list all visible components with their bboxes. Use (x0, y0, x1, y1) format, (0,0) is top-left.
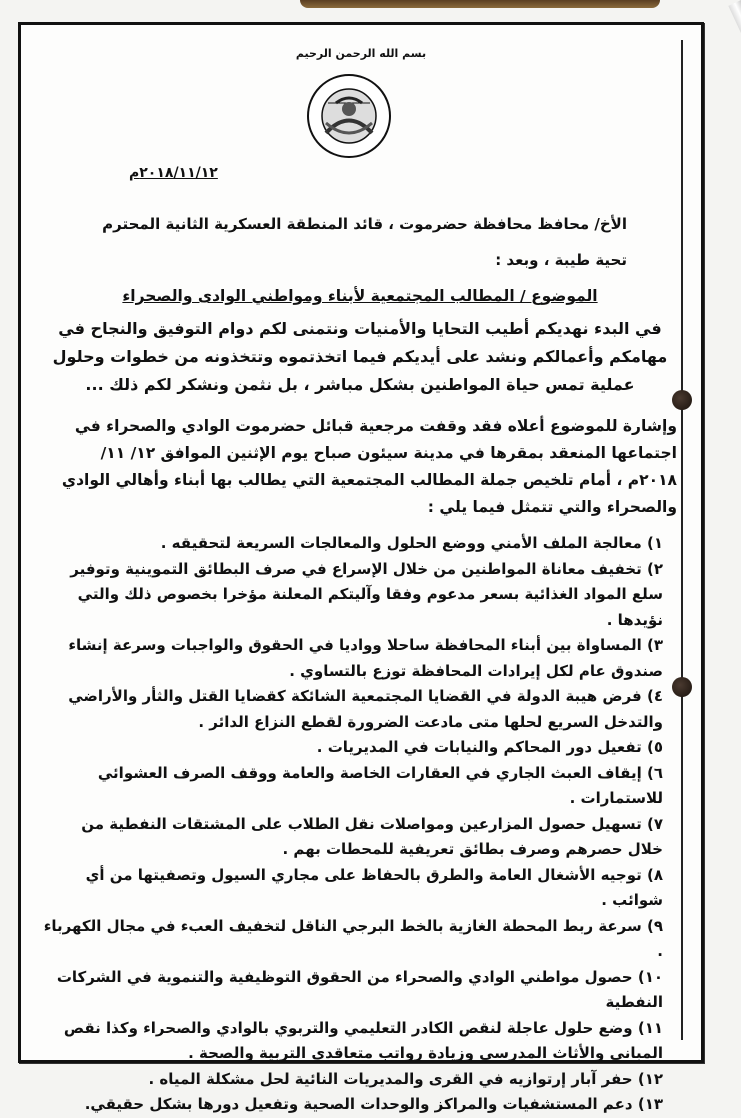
binder-margin-line (681, 40, 683, 1040)
demand-item (43, 863, 663, 914)
demand-text: تخفيف معاناة المواطنين من خلال الإسراع في صرف البطائق التموينية وتوفير سلع المواد الغذائية بسعر مدعوم وفقا وآليتكم المعلنة مؤخرا بخصوص ذلك والتي نؤيدها . (70, 559, 663, 629)
demand-number: ٥) (646, 738, 663, 756)
letter-page (18, 22, 704, 1113)
demand-number: ٧) (646, 814, 663, 833)
demand-number: ٣) (646, 636, 663, 654)
demands-list (43, 531, 677, 1118)
demand-number: ٩) (646, 916, 663, 935)
demand-item (43, 1067, 663, 1093)
demand-text: دعم المستشفيات والمراكز والوحدات الصحية وتفعيل دورها بشكل حقيقي. (84, 1095, 633, 1113)
demand-number: ١٠) (637, 967, 663, 986)
demand-item (43, 557, 663, 634)
demand-number: ٢) (646, 559, 663, 578)
demand-text: معالجة الملف الأمني ووضع الحلول والمعالجات السريعة لتحقيقه . (160, 534, 642, 552)
letter-body (43, 211, 677, 1118)
basmala: بسم الله الرحمن الرحيم (295, 47, 427, 60)
demand-item (43, 633, 663, 684)
demand-text: حصول مواطني الوادي والصحراء من الحقوق التوظيفية والتنموية في الشركات النفطية (56, 967, 663, 1011)
demand-item (43, 761, 663, 812)
demand-text: إيقاف العبث الجاري في العقارات الخاصة والعامة ووقف الصرف العشوائي للاستمارات . (97, 763, 663, 807)
demand-number: ٦) (646, 763, 663, 782)
demand-number: ٤) (646, 687, 663, 705)
punch-hole (672, 390, 692, 410)
demand-text: وضع حلول عاجلة لنقص الكادر التعليمي والتربوي بالوادي والصحراء وكذا نقص المباني والأثاث المدرسي وزيادة رواتب متعاقدي التربية والصحة . (63, 1018, 663, 1062)
demand-item (43, 735, 663, 761)
demand-text: حفر آبار إرتوازيه في القرى والمديريات النائية لحل مشكلة المياه . (148, 1069, 633, 1088)
letter-date: ٢٠١٨/١١/١٢م (129, 165, 218, 181)
demand-number: ١٢) (637, 1069, 663, 1088)
punch-hole (672, 677, 692, 697)
demand-number: ١) (646, 534, 663, 552)
demand-item (43, 684, 663, 735)
demand-item (43, 812, 663, 863)
demand-item (43, 965, 663, 1016)
demand-number: ١٣) (637, 1095, 663, 1113)
demand-item (43, 1016, 663, 1067)
subject-line: الموضوع / المطالب المجتمعية لأبناء ومواطني الوادى والصحراء (122, 287, 598, 305)
intro-paragraph: في البدء نهديكم أطيب التحايا والأمنيات ونتمنى لكم دوام التوفيق والنجاح في مهامكم وأعمالكم ونشد على أيديكم فيما اتخذتموه وتتخذونه من خطوات وحلول عملية تمس حياة المواطنين بشكل مباشر ، بل نثمن ونشكر لكم ذلك ... (52, 319, 668, 394)
demand-number: ٨) (646, 865, 663, 884)
demand-text: فرض هيبة الدولة في القضايا المجتمعية الشائكة كقضايا القتل والثأر والأراضي والتدخل السريع لحلها متى مادعت الضرورة لقطع النزاع الدائر . (68, 687, 663, 731)
addressee-line: الأخ/ محافظ محافظة حضرموت ، قائد المنطقة العسكرية الثانية المحترم (102, 215, 627, 233)
demand-text: تفعيل دور المحاكم والنيابات في المديريات . (316, 738, 642, 756)
demand-text: المساواة بين أبناء المحافظة ساحلا وواديا في الحقوق والواجبات وسرعة إنشاء صندوق عام لكل إيرادات المحافظة توزع بالتساوي . (68, 636, 663, 680)
demand-text: سرعة ربط المحطة الغازية بالخط البرجي الناقل لتخفيف العبء في مجال الكهرباء . (43, 916, 663, 960)
demand-item (43, 531, 663, 557)
demand-text: تسهيل حصول المزارعين ومواصلات نقل الطلاب على المشتقات النفطية من خلال حصرهم وصرف بطائق تعريفية للمحطات بهم . (81, 814, 663, 858)
demand-number: ١١) (637, 1018, 663, 1037)
demand-item (43, 914, 663, 965)
greeting-line: تحية طيبة ، وبعد : (495, 251, 627, 269)
tribal-alliance-seal-logo (306, 73, 392, 159)
pen (728, 0, 741, 51)
reference-paragraph: وإشارة للموضوع أعلاه فقد وقفت مرجعية قبائل حضرموت الوادي والصحراء في اجتماعها المنعقد بمقرها في مدينة سيئون صباح يوم الإثنين الموافق ١٢/ ١١/ ٢٠١٨م ، أمام تلخيص جملة المطالب المجتمعية التي يطالب بها أبناء وأهالي الوادي والصحراء والتي تتمثل فيما يلي : (61, 417, 677, 516)
clipboard-clip (300, 0, 660, 8)
demand-item (43, 1092, 663, 1118)
demand-text: توجيه الأشغال العامة والطرق بالحفاظ على مجاري السيول وتصفيتها من أي شوائب . (85, 865, 663, 909)
